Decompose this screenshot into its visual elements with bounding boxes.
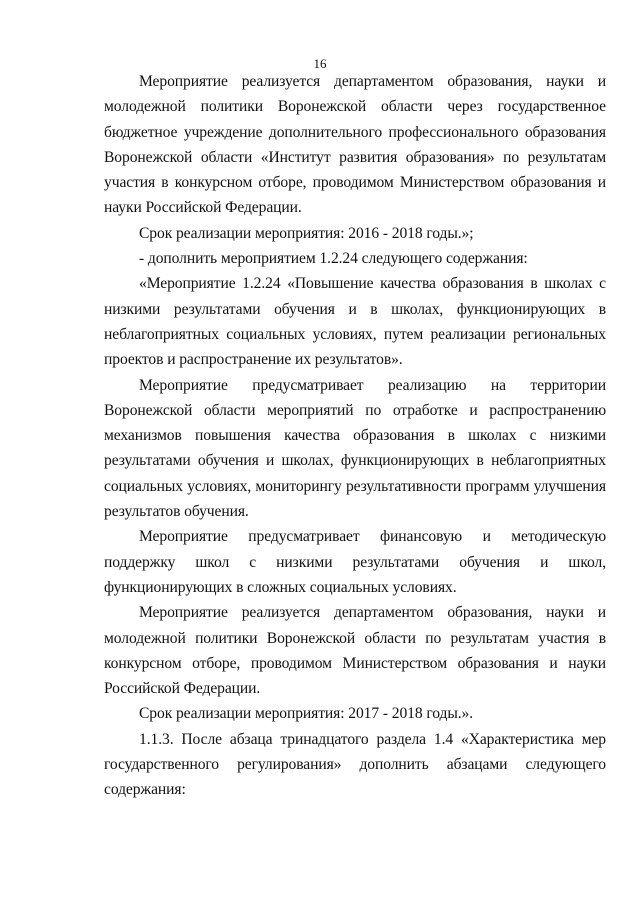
paragraph-term-1: Срок реализации мероприятия: 2016 - 2018 годы.»; <box>139 224 474 242</box>
paragraph-measure-title: «Мероприятие 1.2.24 «Повышение качества образования в школах с низкими результатами обучения и в школах, функционирующих в неблагоприятных социальных условиях, путем реализации региональных проектов и распространение их результатов». <box>104 275 606 369</box>
paragraph-measure-description: Мероприятие предусматривает реализацию на территории Воронежской области мероприятий по отработке и распространению механизмов повышения качества образования в школах с низкими результатами обучения и школах, функционирующих в неблагоприятных социальных условиях, мониторингу результативности программ улучшения результатов обучения. <box>104 376 606 521</box>
paragraph-section-1-1-3: 1.1.3. После абзаца тринадцатого раздела 1.4 «Характеристика мер государственного регулирования» дополнить абзацами следующего содержания: <box>104 730 606 799</box>
paragraph-add-measure: - дополнить мероприятием 1.2.24 следующего содержания: <box>139 250 528 268</box>
page-number: 16 <box>313 56 327 71</box>
paragraph-measure-support: Мероприятие предусматривает финансовую и методическую поддержку школ с низкими результатами обучения и школ, функционирующих в сложных социальных условиях. <box>104 528 606 596</box>
paragraph-term-2: Срок реализации мероприятия: 2017 - 2018 годы.». <box>139 705 474 723</box>
paragraph-implementation-2: Мероприятие реализуется департаментом образования, науки и молодежной политики Воронежской области по результатам участия в конкурсном отборе, проводимом Министерством образования и науки Российской Федерации. <box>104 604 606 698</box>
paragraph-implementation-1: Мероприятие реализуется департаментом образования, науки и молодежной политики Воронежской области через государственное бюджетное учреждение дополнительного профессионального образования Воронежской области «Институт развития образования» по результатам участия в конкурсном отборе, проводимом Министерством образования и науки Российской Федерации. <box>104 73 606 217</box>
document-body <box>104 69 606 803</box>
